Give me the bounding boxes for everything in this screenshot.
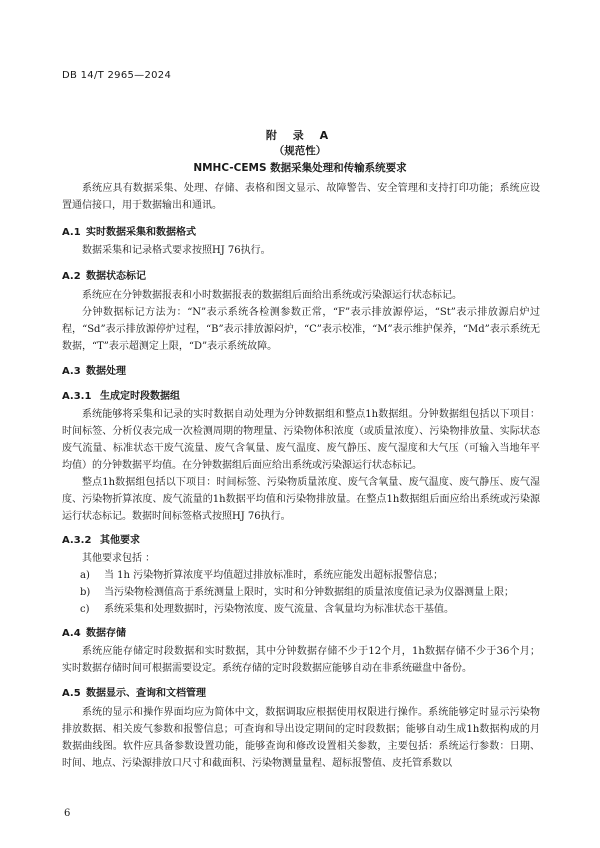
section-title: 数据显示、查询和文档管理 — [86, 688, 206, 699]
document-code-header: DB 14/T 2965—2024 — [62, 70, 172, 81]
section-title: 其他要求 — [100, 535, 140, 546]
section-heading-a32 — [62, 531, 140, 546]
section-heading-a5 — [62, 684, 206, 699]
section-title: 生成定时段数据组 — [100, 391, 180, 402]
section-a4-text: 系统应能存储定时段数据和实时数据，其中分钟数据存储不少于12个月，1h数据存储不少于36个月；实时数据存储时间可根据需要设定。系统存储的定时段数据应能够自动在非系统磁盘中备份。 — [62, 646, 540, 674]
section-a2-paragraph-1: 系统应在分钟数据报表和小时数据报表的数据组后面给出系统或污染源运行状态标记。 — [82, 290, 462, 301]
list-item: b) 当污染物检测值高于系统测量上限时，实时和分钟数据组的质量浓度值记录为仪器测量上限； — [80, 587, 514, 598]
section-title: 数据存储 — [86, 628, 126, 639]
section-heading-a3 — [62, 362, 126, 377]
section-title: 数据处理 — [86, 366, 126, 377]
section-a31-paragraph-2: 整点1h数据组包括以下项目：时间标签、污染物质量浓度、废气含氧量、废气温度、废气静压、废气湿度、污染物折算浓度、废气流量的1h数据平均值和污染物排放量。在整点1h数据组后面应给出系统或污染源运行状态标记。数据时间标签格式按照HJ 76执行。 — [62, 477, 540, 522]
section-heading-a1 — [62, 223, 196, 238]
intro-paragraph: 系统应具有数据采集、处理、存储、表格和图文显示、故障警告、安全管理和支持打印功能；系统应设置通信接口，用于数据输出和通讯。 — [62, 183, 540, 211]
section-number: A.3.1 — [62, 391, 92, 402]
section-number: A.5 — [62, 688, 81, 699]
list-item: a) 当 1h 污染物折算浓度平均值超过排放标准时，系统应能发出超标报警信息； — [80, 570, 444, 581]
section-number: A.3.2 — [62, 535, 92, 546]
section-a31-paragraph-1: 系统能够将采集和记录的实时数据自动处理为分钟数据组和整点1h数据组。分钟数据组包括以下项目：时间标签、分析仪表完成一次检测周期的物理量、污染物体积浓度（或质量浓度）、污染物排放量、实际状态废气流量、标准状态干废气流量、废气含氧量、废气温度、废气静压、废气湿度和大气压（可输入当地年平均值）的分钟数据平均值。在分钟数据组后面应给出系统或污染源运行状态标记。 — [62, 409, 540, 471]
requirements-list — [80, 567, 540, 618]
section-number: A.1 — [62, 227, 81, 238]
section-title: 实时数据采集和数据格式 — [86, 227, 196, 238]
section-heading-a31 — [62, 387, 180, 402]
section-a1-text: 数据采集和记录格式要求按照HJ 76执行。 — [82, 245, 271, 256]
section-number: A.2 — [62, 271, 81, 282]
page-number: 6 — [64, 808, 71, 819]
appendix-subtitle: NMHC-CEMS 数据采集处理和传输系统要求 — [193, 162, 407, 174]
section-heading-a2 — [62, 267, 146, 282]
section-a2-paragraph-2: 分钟数据标记方法为：“N”表示系统各检测参数正常，“F”表示排放源停运，“St”表示排放源启炉过程，“Sd”表示排放源停炉过程，“B”表示排放源闷炉，“C”表示校准，“M”表示维护保养，“Md”表示系统无数据，“T”表示超测定上限，“D”表示系统故障。 — [62, 307, 540, 352]
section-number: A.4 — [62, 628, 81, 639]
section-a5-text: 系统的显示和操作界面均应为简体中文，数据调取应根据使用权限进行操作。系统能够定时显示污染物排放数据、相关废气参数和报警信息；可查询和导出设定期间的定时段数据；能够自动生成1h数据构成的月数据曲线图。软件应具备参数设置功能，能够查询和修改设置相关参数，主要包括：系统运行参数：日期、时间、地点、污染源排放口尺寸和截面积、污染物测量量程、超标报警值、皮托管系数以 — [62, 707, 540, 769]
appendix-normative-label: （规范性） — [273, 145, 327, 157]
appendix-title: 附 录 A — [265, 129, 335, 142]
section-number: A.3 — [62, 366, 81, 377]
section-a32-lead: 其他要求包括 ： — [82, 553, 156, 564]
section-title: 数据状态标记 — [86, 271, 146, 282]
section-heading-a4 — [62, 624, 126, 639]
list-item: c) 系统采集和处理数据时，污染物浓度、废气流量、含氧量均为标准状态干基值。 — [80, 604, 454, 615]
